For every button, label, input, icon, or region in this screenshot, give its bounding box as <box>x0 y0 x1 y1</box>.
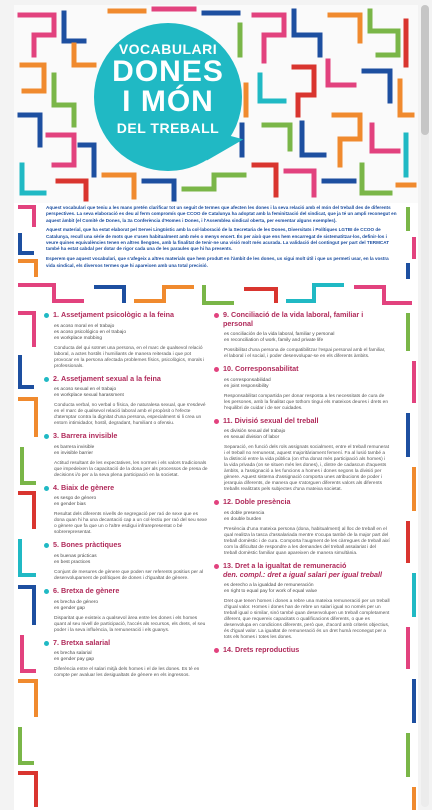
entry-translation: en gender bias <box>54 502 86 508</box>
bullet-dot-icon <box>44 434 49 439</box>
entry-translation: en gender pay gap <box>54 657 95 663</box>
intro-paragraph: Esperem que aquest vocabulari, que s'afegeix a altres materials que hem produït en l'àmbit de les dones, us sigui molt útil i que us permeti usar, en la vostra vida sindical, els diversos termes que hi apareixen amb una total precisió. <box>46 256 389 268</box>
entry-term: Divisió sexual del treball <box>234 415 319 425</box>
vocabulary-entry <box>44 587 212 634</box>
bullet-dot-icon <box>214 564 219 569</box>
entry-translation: es acoso sexual en el trabajo <box>54 387 117 393</box>
separator-pattern <box>14 281 418 307</box>
vocabulary-body <box>14 307 418 810</box>
vocabulary-entry <box>214 311 394 360</box>
entry-alternative-term: den. compl.: dret a igual salari per igual treball <box>223 569 382 579</box>
entry-definition: Dret que tenen homes i dones a rebre una mateixa remuneració per un treball d'igual valor. Homes i dones han de rebre un salari igual no només per un treball igual o similar, sinó també quan desenvolupen un treball completament diferent, que requereix capacitats o qualificacions diferents, o que es desenvolupa en condicions diferents, però que, d'acord amb criteris objectius, és d'igual valor. La igualtat de remuneració és un dret humà reconegut per a tots els homes i totes les dones. <box>224 599 390 641</box>
entry-heading <box>44 639 212 648</box>
bullet-dot-icon <box>44 641 49 646</box>
entry-heading-text <box>223 646 299 655</box>
entry-translation: es brecha de género <box>54 599 99 605</box>
entry-heading <box>44 432 212 441</box>
entry-number: 6. <box>53 585 59 595</box>
entry-heading <box>214 365 394 374</box>
vocabulary-entry <box>44 541 212 582</box>
entry-heading-text <box>223 417 319 426</box>
vocabulary-entry <box>214 498 394 557</box>
document-page <box>14 5 418 810</box>
intro-paragraph: Aquest vocabulari que teniu a les mans pretén clarificar tot un seguit de termes que afecten les dones i la seva relació amb el món del treball des de diferents perspectives. La seva elaboració es deu al ferm compromís que CCOO de Catalunya ha adoptat amb la feminització del sindicat, que ja té un ampli reconegut en aquest àmbit (el Comitè de Dones, la 3a Conferència d'Homes i Dones, i l'Assemblea sindical oberta, per esmentar alguns exemples). <box>46 205 397 223</box>
vocabulary-entry <box>214 562 394 641</box>
vocabulary-entry <box>44 484 212 537</box>
title-line-4: DEL TREBALL <box>116 120 220 136</box>
vocabulary-entry <box>44 432 212 479</box>
entry-number: 13. <box>223 560 233 570</box>
entry-number: 1. <box>53 310 59 319</box>
bullet-dot-icon <box>214 367 219 372</box>
entry-heading-text <box>53 639 110 648</box>
entry-translation: es acoso psicológico en el trabajo <box>54 329 126 335</box>
entry-translation: es brecha salarial <box>54 651 92 657</box>
entry-translation: en gender gap <box>54 605 85 611</box>
entry-heading <box>214 417 394 426</box>
bullet-dot-icon <box>214 313 219 318</box>
entry-translation: en workplace mobbing <box>54 335 102 341</box>
entry-number: 5. <box>53 540 59 550</box>
entry-translation: en sexual division of labor <box>224 435 280 441</box>
bullet-dot-icon <box>214 419 219 424</box>
entry-number: 7. <box>53 637 59 647</box>
entry-translation: es división sexual del trabajo <box>224 429 286 435</box>
entry-heading-text <box>223 498 291 507</box>
entry-heading <box>44 587 212 596</box>
entry-definition: Presència d'una mateixa persona (dona, habitualment) al lloc de treball en el qual realitza la tasca d'assalariada mentre s'ocupa també de la major part del treball domèstic i de cura. Comporta l'augment de les càrregues de treball així com la dificultat de respondre a les demandes del treball assalariat i del treball domèstic familiar quan apareixen de manera simultània. <box>224 526 390 556</box>
entry-number: 14. <box>223 645 233 655</box>
entry-term: Corresponsabilitat <box>235 364 299 374</box>
entry-translation: es sesgo de género <box>54 496 97 502</box>
entry-number: 4. <box>53 482 59 492</box>
entry-heading-text <box>223 311 394 328</box>
entry-definition: Separació, en funció dels rols assignats socialment, entre el treball remunerat i el treball no remunerat, aquest majoritàriament femení. Fa al lusió també a la distinció entre la vida pública (on s'ha donat més participació als homes) i la vida privada (on se situen més les dones), i, dintre de cadascun d'aquests àmbits, a l'assignació a les funcions a homes i dones segons la divisió per gènere. Aquest sistema d'assignació comporta unes atribucions de poder i jerarquia diferents, de manera que s'atorguen diferents valors als diferents treballs realitzats pels subjectes d'una mateixa societat. <box>224 445 390 493</box>
entry-translation: es barrera invisible <box>54 444 95 450</box>
entries-column-right <box>214 311 394 660</box>
entry-number: 2. <box>53 373 59 383</box>
entry-heading <box>44 311 212 320</box>
entry-term: Dret a la igualtat de remuneració <box>235 560 347 570</box>
entry-number: 10. <box>223 364 233 374</box>
entry-term: Doble presència <box>235 497 291 507</box>
entry-heading-text <box>53 432 117 441</box>
entry-translation: es corresponsabilidad <box>224 377 271 383</box>
entry-heading <box>214 498 394 507</box>
vocabulary-entry <box>214 646 394 655</box>
entry-term: Assetjament psicològic a la feina <box>61 310 175 319</box>
entry-number: 11. <box>223 415 233 425</box>
entry-translation: es buenas prácticas <box>54 553 97 559</box>
left-margin-pattern <box>14 307 40 810</box>
entry-translation: en workplace sexual harassment <box>54 393 124 399</box>
bullet-dot-icon <box>44 486 49 491</box>
entry-heading <box>44 375 212 384</box>
vocabulary-entry <box>44 375 212 428</box>
entry-heading-text <box>53 587 119 596</box>
entry-number: 3. <box>53 431 59 441</box>
cover-banner <box>14 5 418 203</box>
entry-term: Assetjament sexual a la feina <box>61 373 161 383</box>
entry-definition: Resultat dels diferents nivells de segregació per raó de sexe que es dona quan hi ha una decantació cap a un col·lectiu per raó del seu sexe o gènere que fa que un o l'altre esdigui infrarepresentat o bé sobrerepresentat. <box>54 512 208 536</box>
entry-term: Drets reproductius <box>235 645 300 655</box>
entry-translation: es derecho a la igualdad de remuneración <box>224 583 314 589</box>
entry-definition: Conjunt de mesures de gènere que poden ser referents positius per al desenvolupament de polítiques de dones i d'igualtat de gènere. <box>54 569 204 581</box>
title-line-2: DONES <box>112 55 224 88</box>
entry-heading <box>214 562 394 579</box>
bullet-dot-icon <box>44 313 49 318</box>
entry-definition: Responsabilitat compartida per donar resposta a les necessitats de cura de les persones, amb la finalitat que tothom tingui els mateixos deures i drets en l'equilibri de cuidar i de ser cuidades. <box>224 393 388 411</box>
entry-heading-text <box>53 484 114 493</box>
entry-heading-text <box>53 311 174 320</box>
entry-translation: en invisible barrier <box>54 450 93 456</box>
entry-translation: es doble presencia <box>224 510 265 516</box>
entry-term: Conciliació de la vida laboral, familiar i personal <box>223 310 364 328</box>
entry-heading <box>214 646 394 655</box>
entry-translation: en double burden <box>224 516 262 522</box>
entry-heading <box>44 541 212 550</box>
entry-translation: es conciliación de la vida laboral, familiar y personal <box>224 332 335 338</box>
vocabulary-entry <box>214 365 394 412</box>
entry-definition: Conducta del qui sotmet una persona, en el marc de qualsevol relació laboral, a actes hostils i humiliants de manera reiterada i que pot provocar en la persona afectada problemes físics, psicològics, morals i professionals. <box>54 345 205 369</box>
title-line-1: VOCABULARI <box>118 41 218 57</box>
introduction-section <box>14 203 418 279</box>
entry-number: 12. <box>223 497 233 507</box>
document-title <box>94 41 242 137</box>
right-pattern-strip <box>404 203 418 279</box>
vocabulary-entry <box>44 639 212 680</box>
entry-definition: Actitud resultant de les expectatives, les normes i els valors tradicionals que impedeixen la capacitació de la dona per als processos de presa de decisions i/o per a la seva plena participació en la societat. <box>54 460 208 478</box>
entry-definition: Conducta verbal, no verbal o física, de naturalesa sexual, que s'esdevé en el marc de qualsevol relació laboral amb el propòsit o l'efecte d'atemptar contra la dignitat d'una persona, especialment si li crea un entorn intimidador, hostil, degradant, humiliant o ofensiu. <box>54 403 206 427</box>
vocabulary-entry <box>214 417 394 494</box>
entry-term: Bones pràctiques <box>61 540 122 550</box>
entry-translation: en joint responsibility <box>224 383 269 389</box>
title-line-3: I MÓN <box>122 85 214 118</box>
bullet-dot-icon <box>44 543 49 548</box>
vocabulary-entry <box>44 311 212 370</box>
entry-definition: Disparitat que existeix a qualsevol àrea entre les dones i els homes quant al seu nivell de participació, l'accés als recursos, els drets, el seu poder i la seva influència, la remuneració i els guanys. <box>54 615 206 633</box>
entry-translation: en reconciliation of work, family and private life <box>224 338 324 344</box>
entry-definition: Diferència entre el salari mitjà dels homes i el de les dones. Es té en compte per avaluar les desigualtats de gènere en els ingressos. <box>54 667 200 679</box>
entry-heading-text <box>53 541 121 550</box>
entry-number: 9. <box>223 310 229 319</box>
entry-heading-text <box>223 562 382 579</box>
entry-term: Bretxa salarial <box>61 637 111 647</box>
entry-heading <box>214 311 394 328</box>
bullet-dot-icon <box>214 648 219 653</box>
left-pattern-strip <box>14 203 40 279</box>
introduction-text <box>46 205 398 272</box>
entry-term: Bretxa de gènere <box>61 585 120 595</box>
scrollbar[interactable] <box>421 5 429 807</box>
entry-heading-text <box>223 365 299 374</box>
entry-heading <box>44 484 212 493</box>
scrollbar-thumb[interactable] <box>421 5 429 135</box>
entry-translation: en right to equal pay for work of equal value <box>224 589 318 595</box>
bullet-dot-icon <box>44 377 49 382</box>
entry-translation: en best practices <box>54 559 91 565</box>
intro-paragraph: Aquest material, que ha estat elaborat pel Servei Lingüístic amb la col·laboració de la Secretaria de les Dones, Diversitats i Polítiques LGTBI de CCOO de Catalunya, recull una sèrie de mots que s'usen habitualment amb més o menys encert. És per això que ens hem encarregat de sistematitzar-los, definir-los i veure quines equivalències tenen en altres llengües, amb la finalitat de tenir-ne una visió molt més acurada. La validació del contingut per part del TERMCAT també ha estat cabdal per dotar de rigor cada una de les paraules que hi ha presents. <box>46 227 390 252</box>
entry-term: Biaix de gènere <box>61 482 115 492</box>
entry-definition: Possibilitat d'una persona de compatibilitzar l'espai personal amb el familiar, el laboral i el social, i poder desenvolupar-se en els diferents àmbits. <box>224 348 386 360</box>
entry-term: Barrera invisible <box>61 431 118 441</box>
right-margin-pattern <box>404 307 418 810</box>
entries-column-left <box>44 311 212 684</box>
entry-heading-text <box>53 375 161 384</box>
bullet-dot-icon <box>214 500 219 505</box>
bullet-dot-icon <box>44 589 49 594</box>
entry-translation: es acoso moral en el trabajo <box>54 323 115 329</box>
